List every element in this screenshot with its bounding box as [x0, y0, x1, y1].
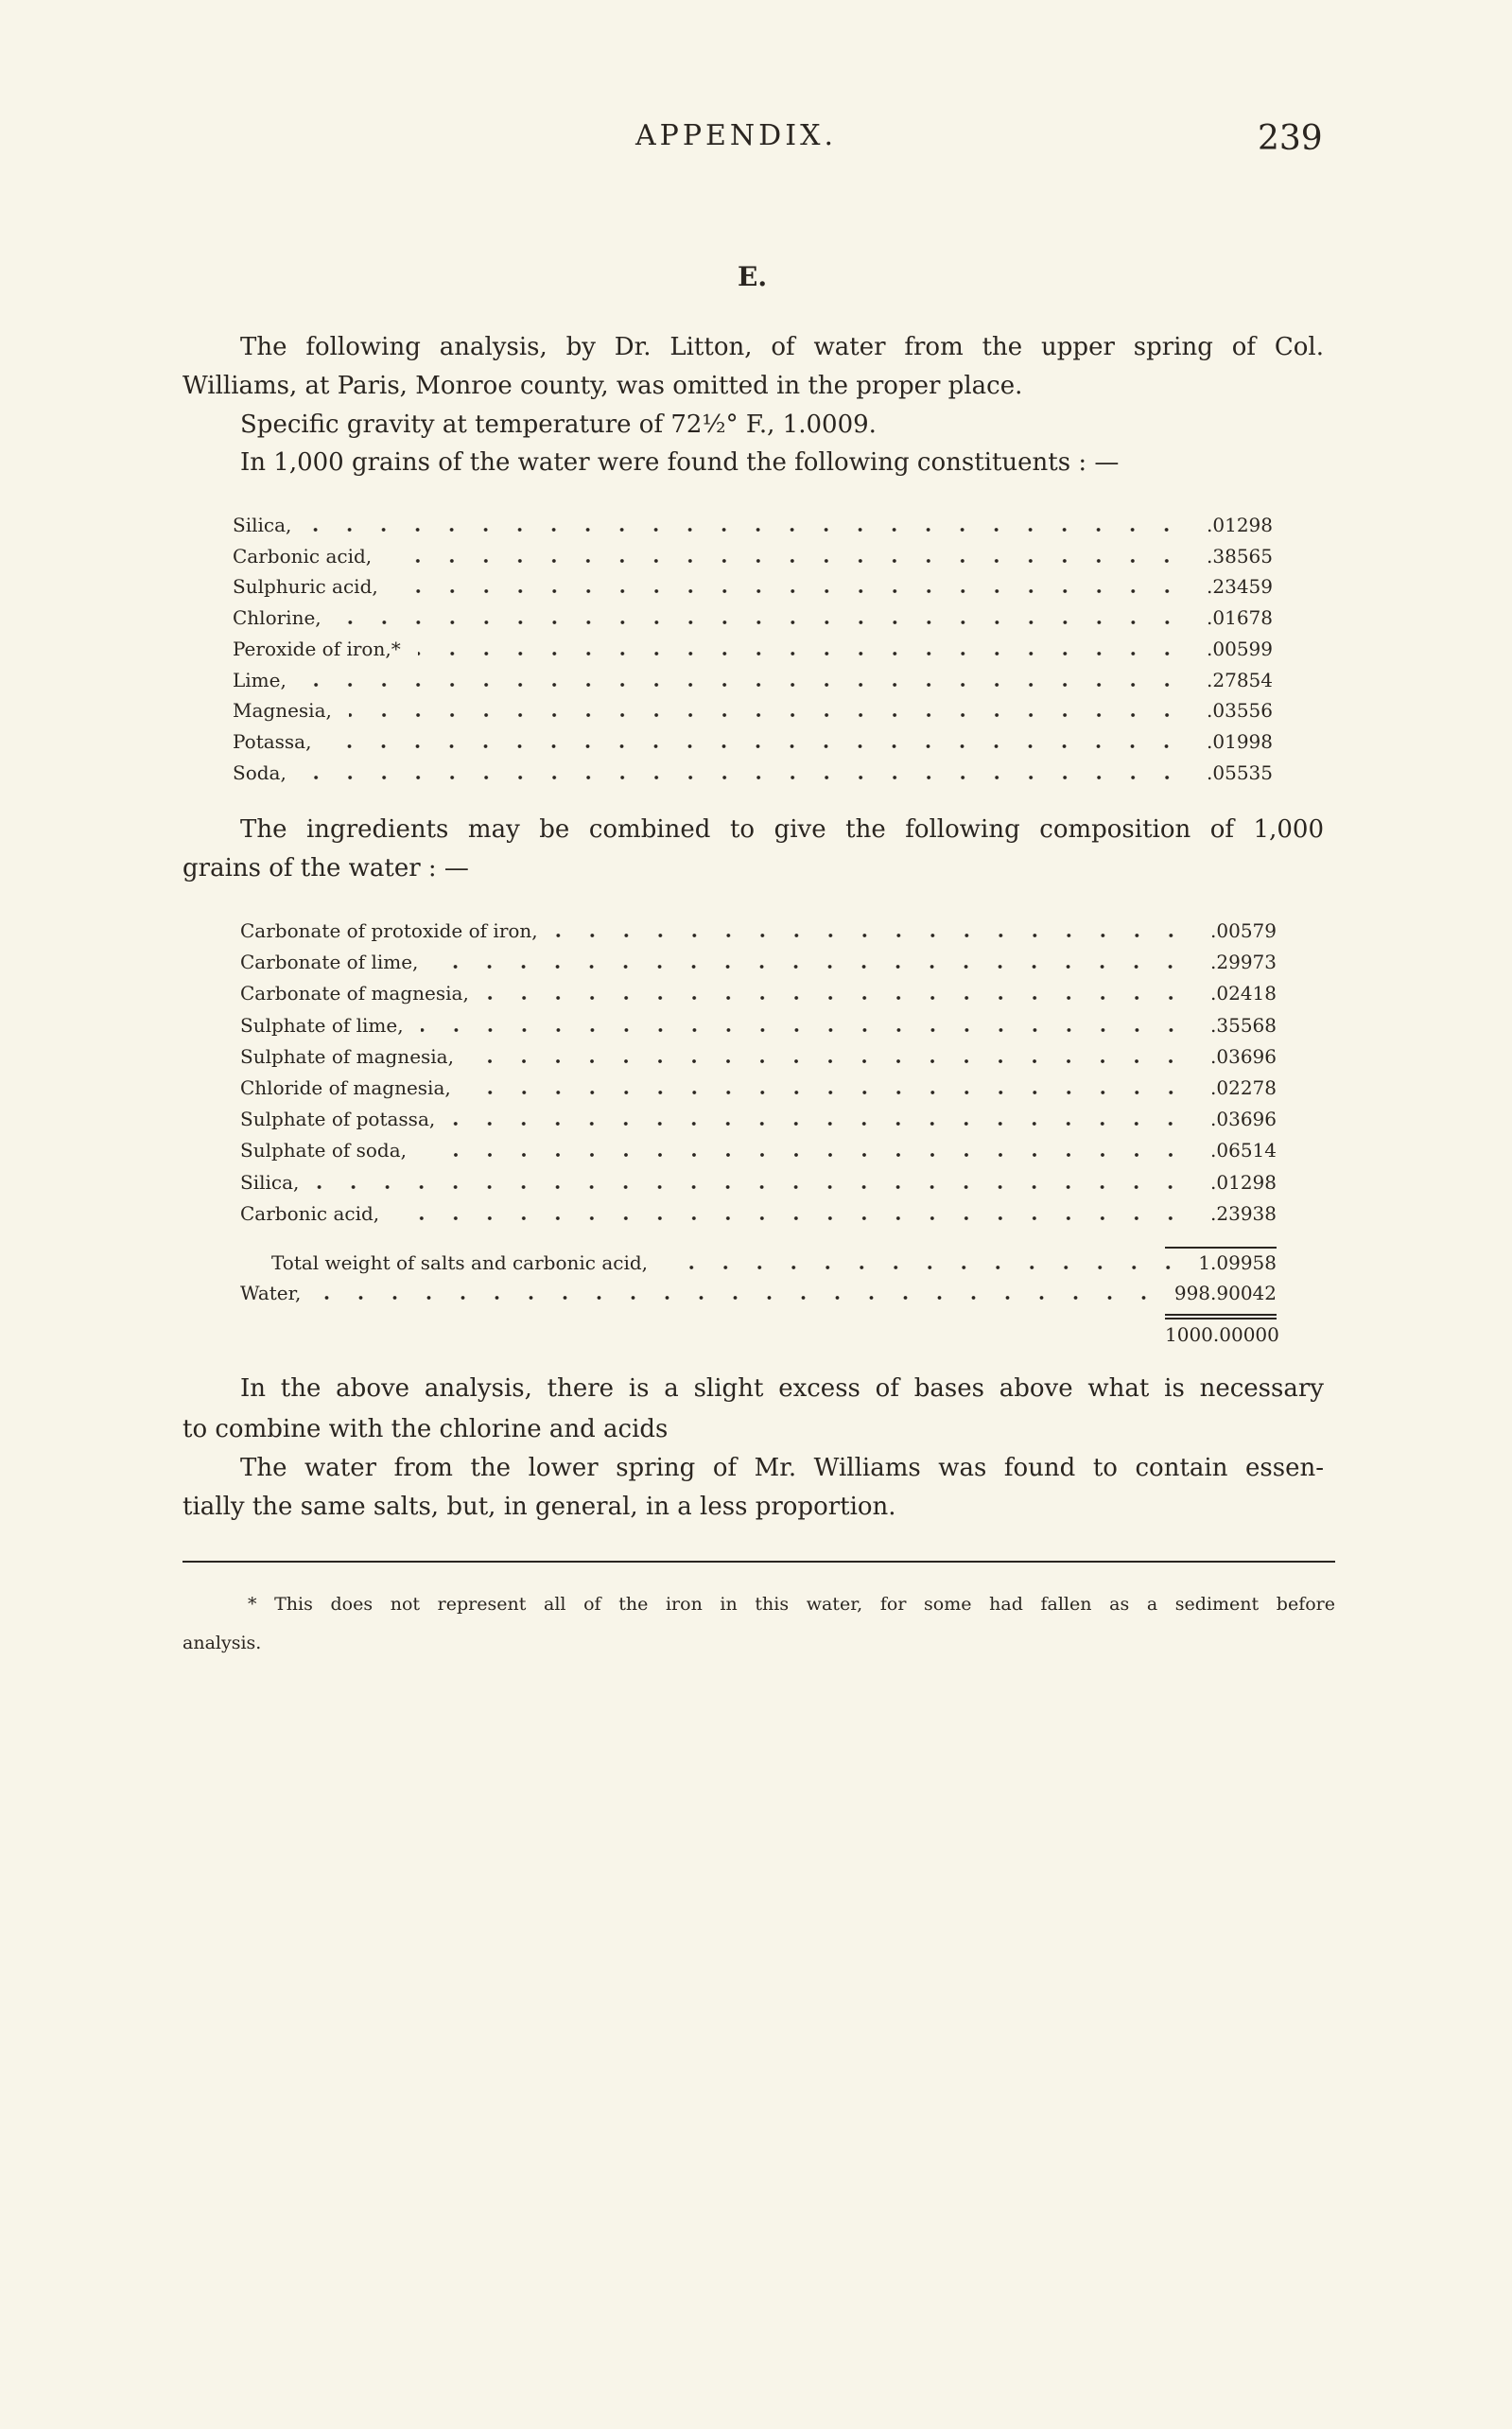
double-rule-top: [1165, 1314, 1277, 1316]
water-value: 998.90042: [1173, 1282, 1277, 1304]
row-value: .01298: [1210, 1170, 1277, 1194]
dot-leader: [665, 1266, 1185, 1269]
table-row: [240, 1202, 1277, 1225]
water-row: [240, 1282, 1277, 1304]
row-label: Lime,: [233, 668, 287, 691]
dot-leader: [471, 1059, 1188, 1063]
dot-leader: [304, 683, 1184, 687]
dot-leader: [468, 1091, 1188, 1094]
table-row: [240, 951, 1277, 973]
row-value: .23459: [1207, 575, 1273, 599]
dot-leader: [395, 589, 1184, 593]
row-label: Silica,: [240, 1170, 300, 1194]
row-value: .05535: [1207, 760, 1273, 784]
table-row: [233, 545, 1273, 568]
row-label: Soda,: [233, 760, 287, 784]
total-salts-value: 1.09958: [1198, 1251, 1277, 1274]
table-row: [240, 919, 1277, 942]
total-salts-label: Total weight of salts and carbonic acid,: [271, 1251, 649, 1274]
table-row: [233, 638, 1273, 660]
row-value: .02278: [1210, 1076, 1277, 1099]
dot-leader: [328, 744, 1184, 748]
row-value: .03696: [1210, 1044, 1277, 1068]
dot-leader: [421, 1028, 1188, 1032]
row-value: .27854: [1207, 668, 1273, 691]
table-row: [233, 761, 1273, 784]
row-value: .03696: [1210, 1108, 1277, 1131]
row-label: Silica,: [233, 514, 292, 536]
dot-leader: [555, 934, 1188, 937]
closing-line: In the above analysis, there is a slight excess of bases above what is necessary: [240, 1374, 1324, 1403]
dot-leader: [396, 1216, 1188, 1220]
dot-leader: [452, 1122, 1188, 1126]
table-row: [240, 1139, 1277, 1162]
dot-leader: [316, 1185, 1188, 1189]
row-label: Peroxide of iron,*: [233, 637, 401, 660]
footnote-line: * This does not represent all of the iron in this water, for some had fallen as a sediment before: [248, 1594, 1335, 1615]
footnote-divider: [182, 1561, 1335, 1563]
water-label: Water,: [240, 1282, 302, 1304]
dot-leader: [318, 1296, 1161, 1300]
dot-leader: [435, 965, 1188, 969]
row-label: Carbonate of magnesia,: [240, 982, 469, 1005]
row-label: Carbonate of lime,: [240, 951, 419, 974]
row-value: .00579: [1210, 919, 1277, 942]
row-value: .23938: [1210, 1201, 1277, 1225]
row-label: Carbonate of protoxide of iron,: [240, 919, 538, 942]
table-row: [233, 669, 1273, 691]
intro-line: The following analysis, by Dr. Litton, of water from the upper spring of Col.: [240, 333, 1324, 361]
running-title: APPENDIX.: [635, 119, 837, 152]
row-value: .38565: [1207, 544, 1273, 568]
closing-line: The water from the lower spring of Mr. Williams was found to contain essen-: [240, 1454, 1324, 1482]
row-value: .06514: [1210, 1139, 1277, 1162]
closing-line: tially the same salts, but, in general, in a less proportion.: [182, 1493, 896, 1521]
dot-leader: [486, 996, 1188, 1000]
sum-rule: [1165, 1247, 1277, 1249]
middle-line: The ingredients may be combined to give the following composition of 1,000: [240, 815, 1324, 844]
table-row: [233, 606, 1273, 629]
dot-leader: [349, 713, 1184, 717]
row-label: Chloride of magnesia,: [240, 1076, 451, 1099]
row-label: Potassa,: [233, 729, 312, 753]
row-value: .00599: [1207, 637, 1273, 660]
table-row: [240, 1076, 1277, 1099]
row-value: .02418: [1210, 982, 1277, 1005]
row-label: Chlorine,: [233, 606, 322, 630]
intro-line: Specific gravity at temperature of 72½° F., 1.0009.: [240, 411, 877, 439]
row-label: Sulphuric acid,: [233, 575, 378, 599]
table-row: [233, 514, 1273, 536]
row-value: .35568: [1210, 1013, 1277, 1037]
table-row: [233, 730, 1273, 753]
dot-leader: [418, 652, 1184, 655]
intro-line: Williams, at Paris, Monroe county, was omitted in the proper place.: [182, 372, 1023, 400]
closing-line: to combine with the chlorine and acids: [182, 1415, 669, 1443]
row-value: .01678: [1207, 606, 1273, 630]
double-rule-bottom: [1165, 1318, 1277, 1319]
section-letter: E.: [738, 261, 768, 292]
dot-leader: [304, 776, 1184, 779]
row-label: Sulphate of lime,: [240, 1013, 404, 1037]
row-value: .03556: [1207, 699, 1273, 723]
row-value: .29973: [1210, 951, 1277, 974]
table-row: [240, 1045, 1277, 1068]
intro-line: In 1,000 grains of the water were found the following constituents : —: [240, 448, 1120, 477]
dot-leader: [308, 528, 1184, 532]
dot-leader: [339, 620, 1184, 624]
row-value: .01298: [1207, 514, 1273, 536]
total-salts-row: [271, 1251, 1277, 1274]
row-label: Carbonic acid,: [233, 544, 373, 568]
row-label: Sulphate of soda,: [240, 1139, 408, 1162]
row-label: Carbonic acid,: [240, 1201, 380, 1225]
table-row: [233, 699, 1273, 722]
row-label: Magnesia,: [233, 699, 332, 723]
grand-total: 1000.00000: [1165, 1323, 1279, 1346]
row-label: Sulphate of potassa,: [240, 1108, 436, 1131]
table-row: [240, 982, 1277, 1005]
footnote-line: analysis.: [182, 1633, 262, 1653]
table-row: [240, 1014, 1277, 1037]
table-row: [240, 1171, 1277, 1194]
row-label: Sulphate of magnesia,: [240, 1044, 454, 1068]
dot-leader: [424, 1153, 1188, 1157]
table-row: [240, 1108, 1277, 1130]
page-number: 239: [1258, 119, 1323, 158]
row-value: .01998: [1207, 729, 1273, 753]
middle-line: grains of the water : —: [182, 854, 469, 882]
dot-leader: [389, 559, 1184, 563]
table-row: [233, 575, 1273, 598]
